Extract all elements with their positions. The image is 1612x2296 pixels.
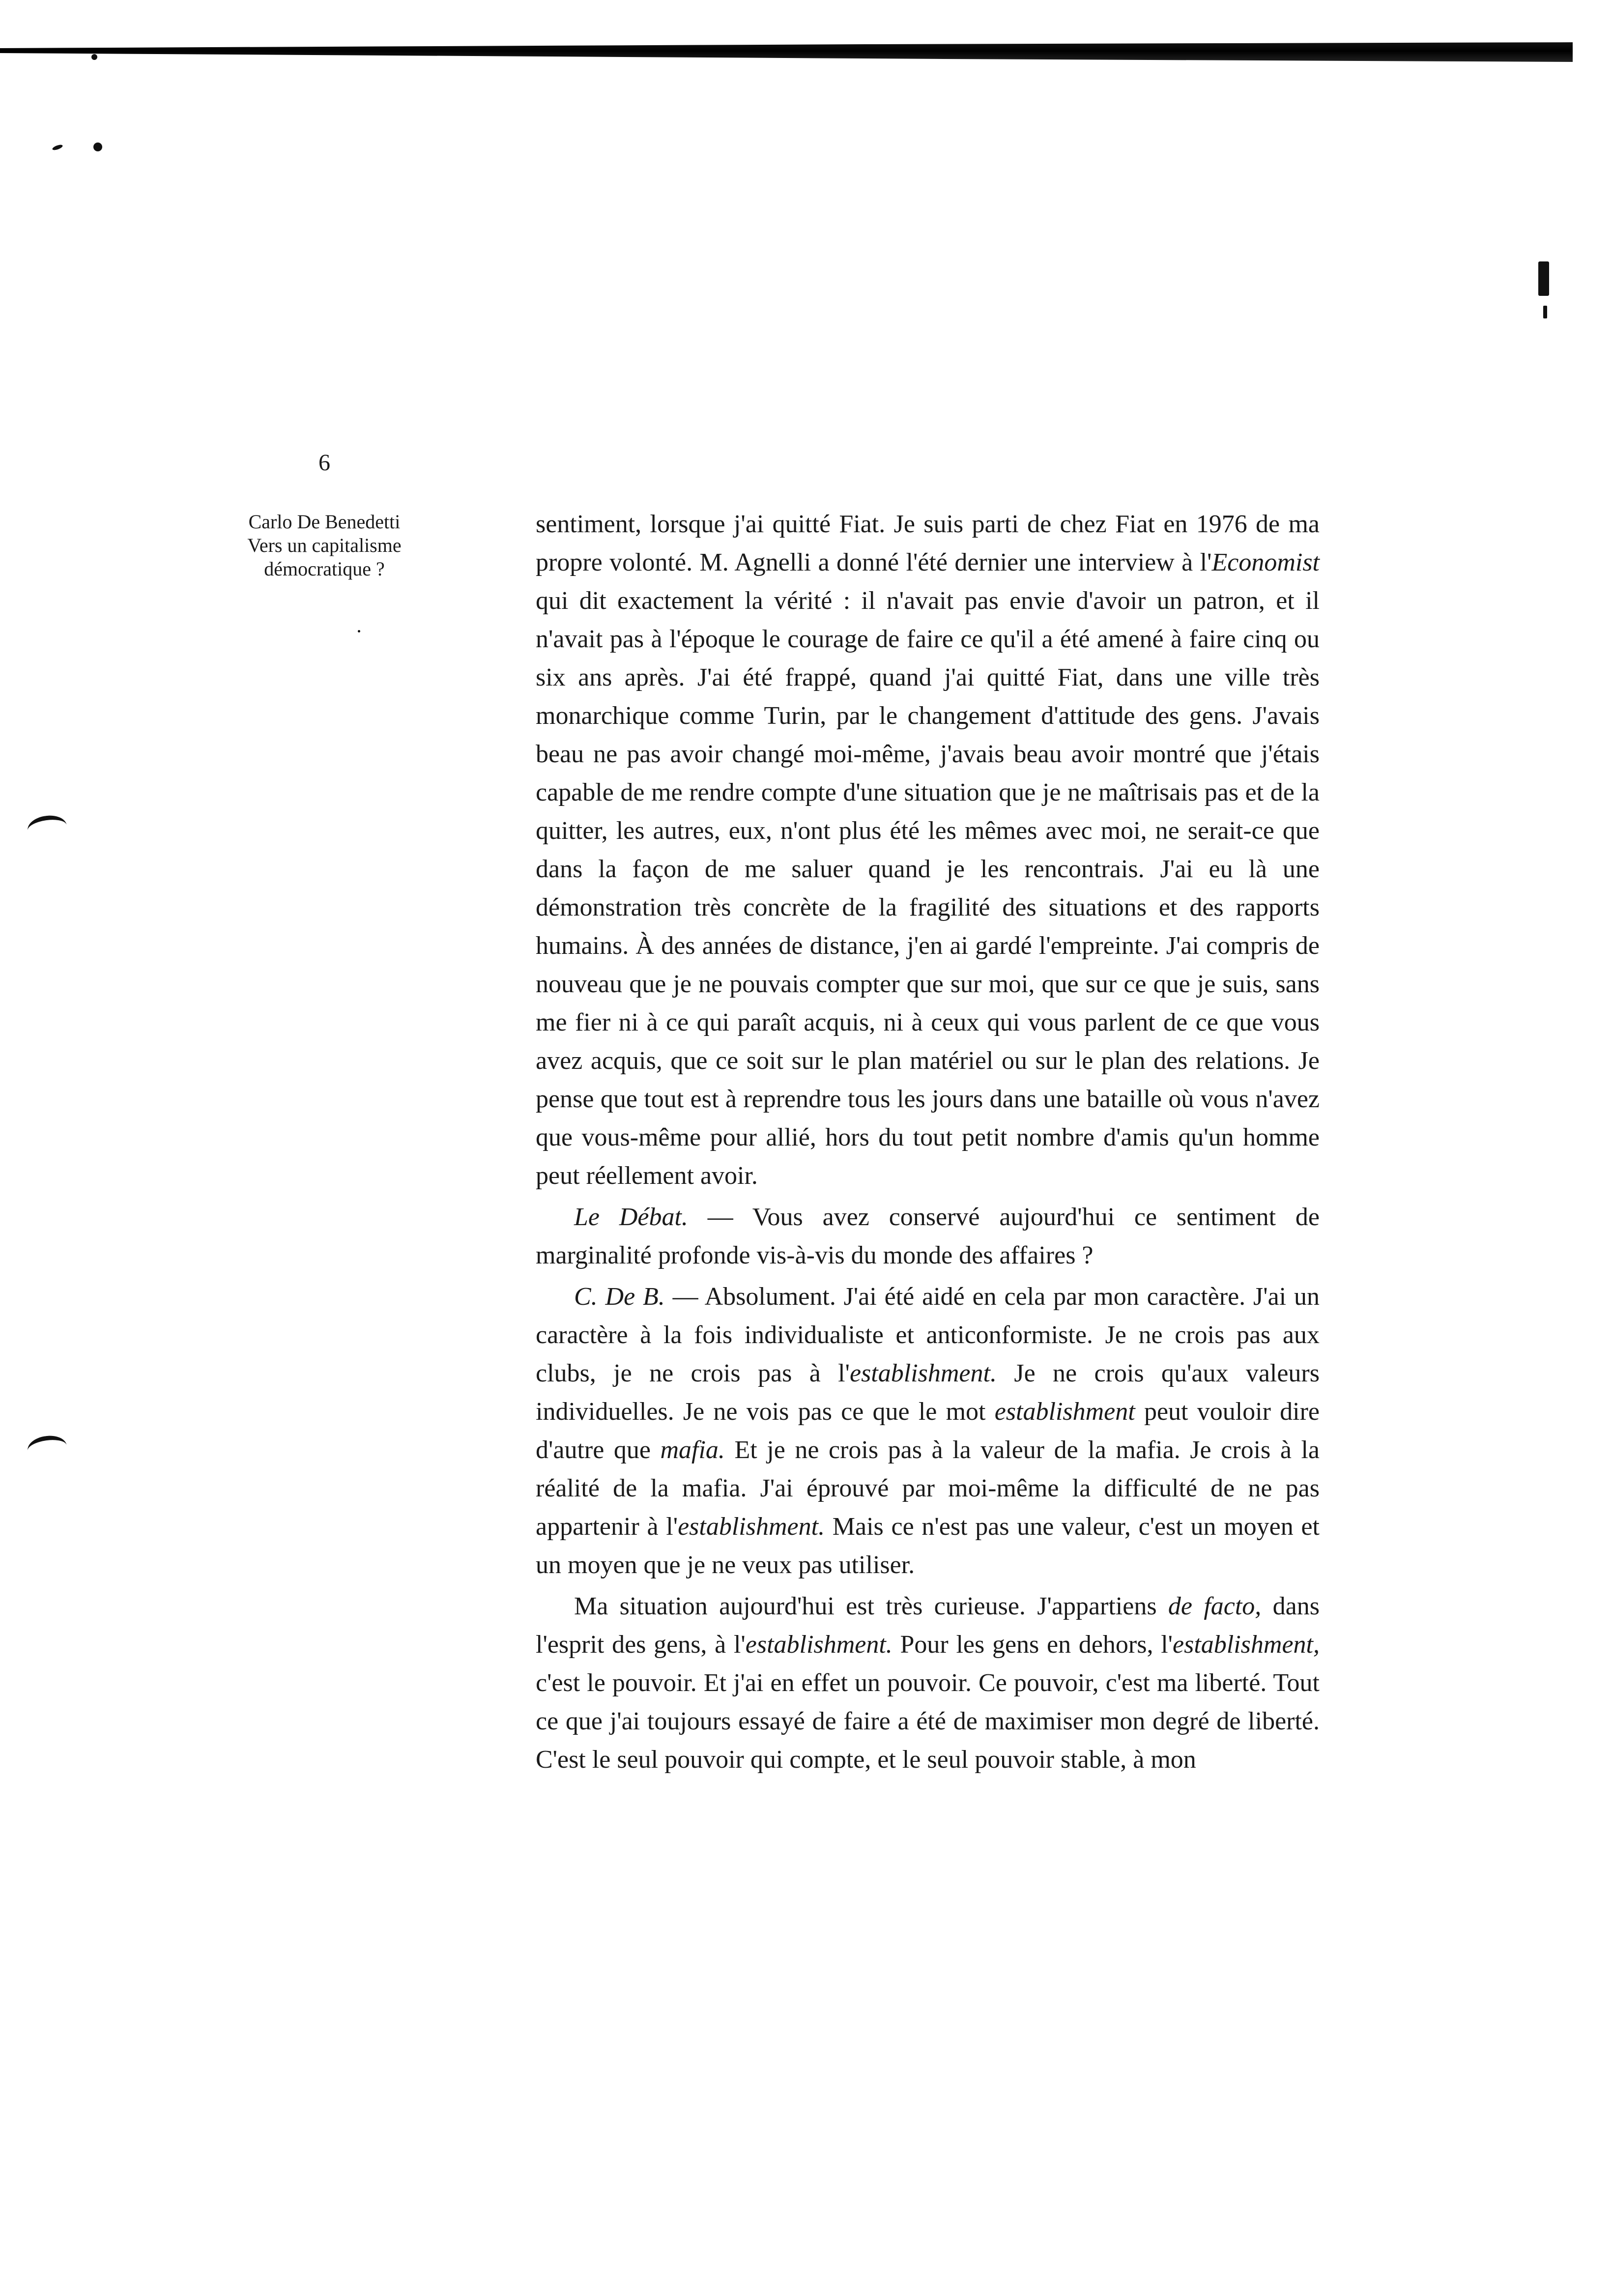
scan-speck	[358, 630, 360, 632]
scan-speck	[91, 54, 97, 60]
paragraph-3: C. De B. — Absolument. J'ai été aidé en cela par mon caractère. J'ai un caractère à la fois individualiste et anticonformiste. Je ne crois pas aux clubs, je ne crois pas à l'establishment. Je ne crois qu'aux valeurs individuelles. Je ne vois pas ce que le mot establishment peut vouloir dire d'autre que mafia. Et je ne crois pas à la valeur de la mafia. Je crois à la réalité de la mafia. J'ai éprouvé par moi-même la difficulté de ne pas appartenir à l'establishment. Mais ce n'est pas une valeur, c'est un moyen et un moyen que je ne veux pas utiliser.	[536, 1283, 1320, 1579]
scan-speck	[1543, 306, 1547, 318]
scan-speck	[1538, 261, 1549, 296]
scan-speck	[52, 144, 63, 151]
scan-mark	[26, 813, 68, 843]
paragraph-2: Le Débat. — Vous avez conservé aujourd'hui ce sentiment de marginalité profonde vis-à-vis du monde des affaires ?	[536, 1203, 1320, 1269]
running-head-author: Carlo De Benedetti	[248, 511, 401, 533]
paragraph-4: Ma situation aujourd'hui est très curieuse. J'appartiens de facto, dans l'esprit des gens, à l'establishment. Pour les gens en dehors, l'establishment, c'est le pouvoir. Et j'ai en effet un pouvoir. Ce pouvoir, c'est ma liberté. Tout ce que j'ai toujours essayé de faire a été de maximiser mon degré de liberté. C'est le seul pouvoir qui compte, et le seul pouvoir stable, à mon	[536, 1592, 1320, 1774]
running-head-title-line2: démocratique ?	[264, 558, 385, 580]
running-head	[187, 510, 462, 581]
speaker-label: C. De B.	[574, 1283, 665, 1311]
speaker-label: Le Débat.	[574, 1203, 688, 1231]
scan-speck	[93, 143, 102, 151]
running-head-title-line1: Vers un capitalisme	[247, 534, 402, 556]
scan-edge-bar	[0, 42, 1573, 62]
article-body	[536, 505, 1320, 1779]
scan-mark	[26, 1434, 68, 1463]
paragraph-1: sentiment, lorsque j'ai quitté Fiat. Je suis parti de chez Fiat en 1976 de ma propre volonté. M. Agnelli a donné l'été dernier une interview à l'Economist qui dit exactement la vérité : il n'avait pas envie d'avoir un patron, et il n'avait pas à l'époque le courage de faire ce qu'il a été amené à faire cinq ou six ans après. J'ai été frappé, quand j'ai quitté Fiat, dans une ville très monarchique comme Turin, par le changement d'attitude des gens. J'avais beau ne pas avoir changé moi-même, j'avais beau avoir montré que j'étais capable de me rendre compte d'une situation que je ne maîtrisais pas et de la quitter, les autres, eux, n'ont plus été les mêmes avec moi, ne serait-ce que dans la façon de me saluer quand je les rencontrais. J'ai eu là une démonstration très concrète de la fragilité des situations et des rapports humains. À des années de distance, j'en ai gardé l'empreinte. J'ai compris de nouveau que je ne pouvais compter que sur moi, que sur ce que je suis, sans me fier ni à ce qui paraît acquis, ni à ceux qui vous parlent de ce que vous avez acquis, que ce soit sur le plan matériel ou sur le plan des relations. Je pense que tout est à reprendre tous les jours dans une bataille où vous n'avez que vous-même pour allié, hors du tout petit nombre d'amis qu'un homme peut réellement avoir.	[536, 510, 1320, 1190]
page-number: 6	[318, 450, 330, 476]
